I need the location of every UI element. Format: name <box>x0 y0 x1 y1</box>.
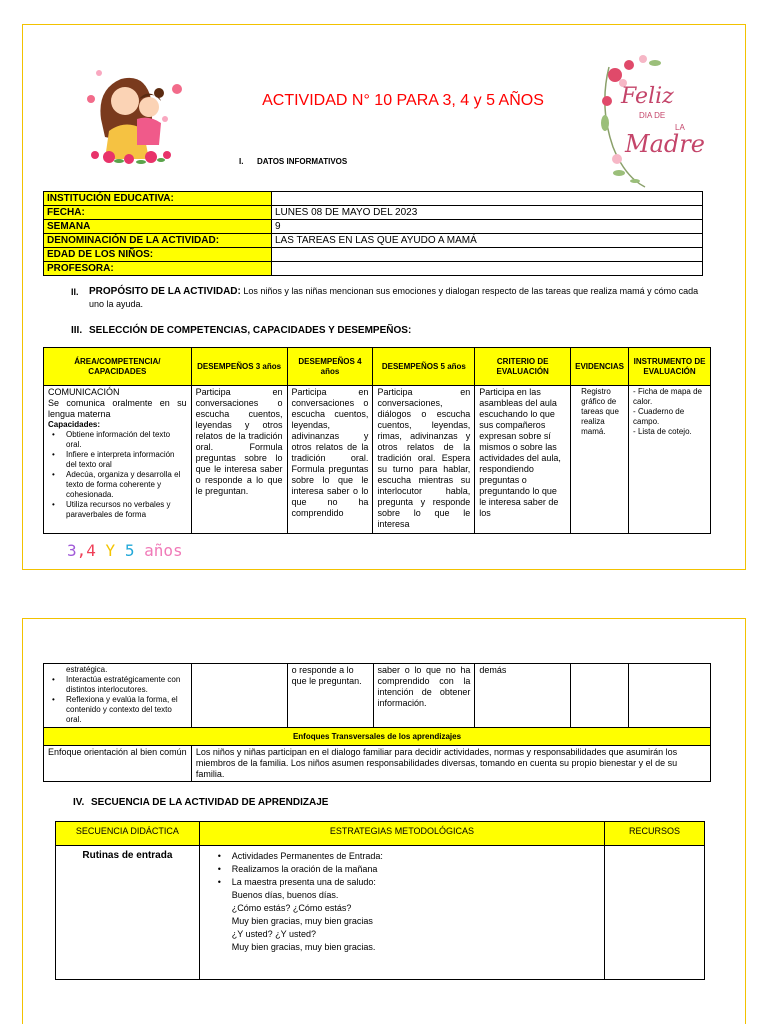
header-area: ÁREA/COMPETENCIA/ CAPACIDADES <box>44 348 192 386</box>
competencias-row <box>44 386 711 534</box>
cell-area <box>44 386 192 534</box>
recursos-cell <box>605 846 705 980</box>
document-page-2 <box>22 618 746 1024</box>
capacidad-item: • Utiliza recursos no verbales y paraverbales de forma <box>48 500 187 520</box>
competencias-table-continued <box>43 663 711 782</box>
datos-row <box>44 262 703 276</box>
header-estrategias: ESTRATEGIAS METODOLÓGICAS <box>199 822 604 846</box>
estrategia-item: • La maestra presenta una de saludo: <box>214 876 596 889</box>
saludo-line: ¿Cómo estás? ¿Cómo estás? <box>231 903 352 913</box>
header-recursos: RECURSOS <box>605 822 705 846</box>
section-1-title: DATOS INFORMATIVOS <box>257 157 348 166</box>
competencias-table <box>43 347 711 534</box>
enfoque-row <box>44 746 711 782</box>
header-desempenos-3: DESEMPEÑOS 3 años <box>191 348 287 386</box>
saludo-lines <box>214 889 596 954</box>
capacidades-list-continued <box>48 675 187 725</box>
capacidad-item: • Reflexiona y evalúa la forma, el contenido y contexto del texto oral. <box>48 695 187 725</box>
section-2-proposito <box>89 285 713 310</box>
datos-value: 9 <box>272 220 703 234</box>
competencias-header-row <box>44 348 711 386</box>
enfoque-text: Los niños y niñas participan en el dialogo familiar para decidir actividades, normas y responsabilidades que asumirán los miembros de la familia. Los niños asumen responsabilidades diversas, tomando en cuenta su propio bienestar y el de su familia. <box>191 746 710 782</box>
enfoques-header-row <box>44 728 711 746</box>
feliz-dia-de-la-madre-card <box>595 47 705 189</box>
capacidad-item: • Obtiene información del texto oral. <box>48 430 187 450</box>
card-line-dia-de: DIA DE <box>639 111 666 120</box>
cell-criterio: Participa en las asambleas del aula escuchando lo que sus compañeros expresan sobre sí mismos o sobre las actividades del aula, respondiendo preguntas o preguntando lo que le interesa saber de los <box>475 386 571 534</box>
secuencia-table <box>55 821 705 980</box>
header-evidencias: EVIDENCIAS <box>571 348 629 386</box>
capacidad-continuation: estratégica. <box>66 665 108 674</box>
cell-desempeno-3-continued <box>191 664 287 728</box>
datos-label: EDAD DE LOS NIÑOS: <box>44 248 272 262</box>
header-instrumento: INSTRUMENTO DE EVALUACIÓN <box>629 348 711 386</box>
section-4-number: IV. <box>73 797 85 808</box>
estrategia-item: • Actividades Permanentes de Entrada: <box>214 850 596 863</box>
edad-label: 3,4 Y 5 años <box>67 541 183 560</box>
header-criterio: CRITERIO DE EVALUACIÓN <box>475 348 571 386</box>
secuencia-header-row <box>56 822 705 846</box>
instrumento-item: - Lista de cotejo. <box>633 427 692 436</box>
datos-informativos-table <box>43 191 703 276</box>
cell-desempeno-5: Participa en conversaciones, diálogos o escucha cuentos, leyendas, rimas, adivinanzas y otros relatos de la tradición oral. Espera su turno para hablar, escucha mientras su interlocutor habla, pregunta y responde sobre lo que le interesa <box>373 386 475 534</box>
header-secuencia: SECUENCIA DIDÁCTICA <box>56 822 200 846</box>
saludo-line: Muy bien gracias, muy bien gracias <box>231 916 373 926</box>
section-2-text: Los niños y las niñas mencionan sus emociones y dialogan respecto de las tareas que realiza mamá y cómo cada uno la ayuda. <box>89 286 699 309</box>
header-desempenos-5: DESEMPEÑOS 5 años <box>373 348 475 386</box>
capacidades-list <box>48 430 187 520</box>
datos-row <box>44 234 703 248</box>
datos-row <box>44 206 703 220</box>
enfoques-header: Enfoques Transversales de los aprendizajes <box>44 728 711 746</box>
mother-daughter-illustration-icon <box>79 59 189 167</box>
section-3-number: III. <box>71 325 83 336</box>
cell-desempeno-3: Participa en conversaciones o escucha cuentos, leyendas y otros relatos de la tradición oral. Formula preguntas sobre lo que le interesa saber o responde a lo que le preguntan. <box>191 386 287 534</box>
capacidades-label: Capacidades: <box>48 420 101 429</box>
instrumento-item: - Ficha de mapa de calor. <box>633 387 702 406</box>
section-4-title: SECUENCIA DE LA ACTIVIDAD DE APRENDIZAJE <box>91 797 329 808</box>
secuencia-row <box>56 846 705 980</box>
section-1-number: I. <box>239 157 244 166</box>
capacidad-item: • Adecúa, organiza y desarrolla el texto de forma coherente y cohesionada. <box>48 470 187 500</box>
cell-desempeno-4-continued: o responde a lo que le preguntan. <box>287 664 373 728</box>
datos-label: INSTITUCIÓN EDUCATIVA: <box>44 192 272 206</box>
saludo-line: Buenos días, buenos días. <box>231 890 339 900</box>
card-line-feliz: Feliz <box>621 84 674 109</box>
competencia-text: Se comunica oralmente en su lengua materna <box>48 398 187 419</box>
header-desempenos-4: DESEMPEÑOS 4 años <box>287 348 373 386</box>
cell-instrumento <box>629 386 711 534</box>
estrategias-cell <box>199 846 604 980</box>
datos-row <box>44 220 703 234</box>
card-line-madre: Madre <box>625 130 705 158</box>
section-2-number: II. <box>71 287 79 297</box>
competencias-row-continued <box>44 664 711 728</box>
instrumento-item: - Cuaderno de campo. <box>633 407 685 426</box>
capacidad-item: • Infiere e interpreta información del texto oral <box>48 450 187 470</box>
datos-value: LAS TAREAS EN LAS QUE AYUDO A MAMÁ <box>272 234 703 248</box>
saludo-line: ¿Y usted? ¿Y usted? <box>231 929 317 939</box>
datos-value <box>272 248 703 262</box>
enfoque-name: Enfoque orientación al bien común <box>44 746 192 782</box>
cell-evidencia-continued <box>571 664 629 728</box>
datos-label: PROFESORA: <box>44 262 272 276</box>
datos-label: SEMANA <box>44 220 272 234</box>
datos-row <box>44 248 703 262</box>
page-title: ACTIVIDAD N° 10 PARA 3, 4 y 5 AÑOS <box>262 92 544 109</box>
cell-desempeno-5-continued: saber o lo que no ha comprendido con la intención de obtener información. <box>373 664 475 728</box>
estrategia-item: • Realizamos la oración de la mañana <box>214 863 596 876</box>
datos-label: FECHA: <box>44 206 272 220</box>
rutinas-title: Rutinas de entrada <box>56 846 200 980</box>
estrategias-list <box>214 850 596 889</box>
document-page-1 <box>22 24 746 570</box>
cell-desempeno-4: Participa en conversaciones o escucha cuentos, leyendas, adivinanzas y otros relatos de la tradición oral. Formula preguntas sobre lo que le interesa saber o lo que no ha comprendido <box>287 386 373 534</box>
datos-value <box>272 262 703 276</box>
section-3-title: SELECCIÓN DE COMPETENCIAS, CAPACIDADES Y DESEMPEÑOS: <box>89 325 412 336</box>
cell-area-continued <box>44 664 192 728</box>
cell-evidencia: Registro gráfico de tareas que realiza mamá. <box>571 386 629 534</box>
card-line-la: LA <box>675 123 685 132</box>
section-2-title: PROPÓSITO DE LA ACTIVIDAD: <box>89 286 241 297</box>
cell-criterio-continued: demás <box>475 664 571 728</box>
datos-row <box>44 192 703 206</box>
datos-value <box>272 192 703 206</box>
area-title: COMUNICACIÓN <box>48 387 120 397</box>
datos-label: DENOMINACIÓN DE LA ACTIVIDAD: <box>44 234 272 248</box>
cell-instrumento-continued <box>629 664 711 728</box>
saludo-line: Muy bien gracias, muy bien gracias. <box>231 942 376 952</box>
capacidad-item: • Interactúa estratégicamente con distintos interlocutores. <box>48 675 187 695</box>
datos-value: LUNES 08 DE MAYO DEL 2023 <box>272 206 703 220</box>
